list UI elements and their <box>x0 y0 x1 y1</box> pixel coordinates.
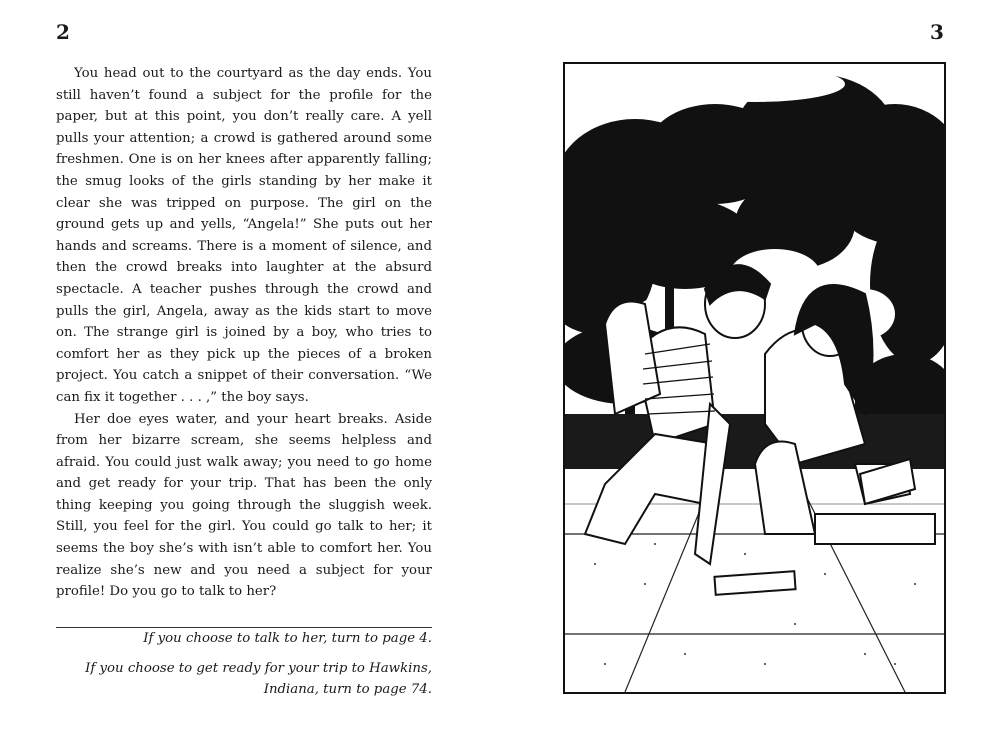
story-paragraph-2: Her doe eyes water, and your heart breaks. Aside from her bizarre scream, she seems helpless and afraid. You could just walk away; you need to go home and get ready for your trip. That has been the only thing keeping you going through the sluggish week. Still, you feel for the girl. You could go talk to her; it seems the boy she’s with isn’t able to comfort her. You realize she’s new and you need a subject for your profile! Do you go to talk to her? <box>56 411 432 600</box>
choice-get-ready: If you choose to get ready for your trip to Hawkins, Indiana, turn to page 74. <box>85 661 432 697</box>
page-number-right: 3 <box>930 20 944 44</box>
illustration-panel <box>563 62 946 694</box>
choice-talk-to-her: If you choose to talk to her, turn to page 4. <box>143 631 432 646</box>
story-text <box>56 63 432 603</box>
story-paragraph-1: You head out to the courtyard as the day ends. You still haven’t found a subject for the profile for the paper, but at this point, you don’t really care. A yell pulls your attention; a crowd is gathered around some freshmen. One is on her knees after apparently falling; the smug looks of the girls standing by her make it clear she was tripped on purpose. The girl on the ground gets up and yells, “Angela!” She puts out her hands and screams. There is a moment of silence, and then the crowd breaks into laughter at the absurd spectacle. A teacher pushes through the crowd and pulls the girl, Angela, away as the kids start to move on. The strange girl is joined by a boy, who tries to comfort her as they pick up the pieces of a broken project. You catch a snippet of their conversation. “We can fix it together . . . ,” the boy says. <box>56 66 432 405</box>
page-number-left: 2 <box>56 20 70 44</box>
illustration-art <box>565 64 944 692</box>
